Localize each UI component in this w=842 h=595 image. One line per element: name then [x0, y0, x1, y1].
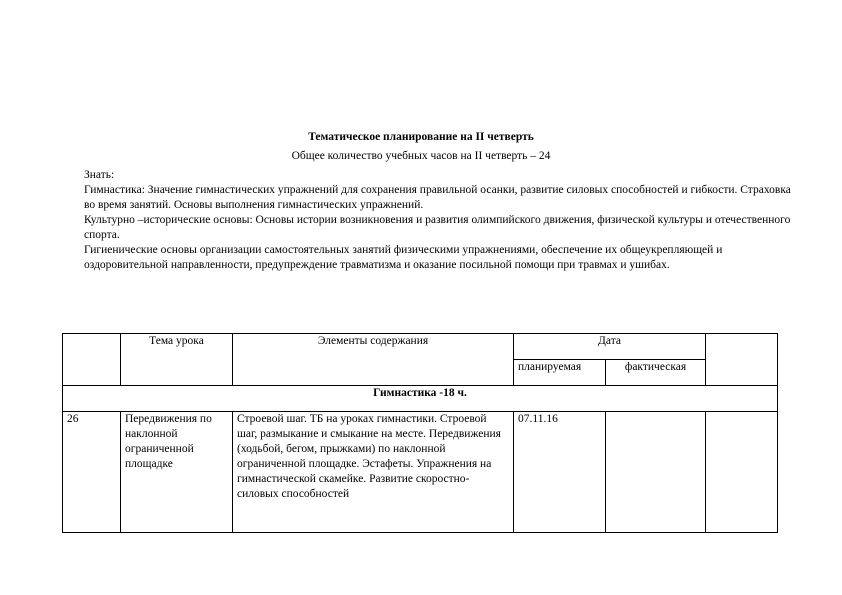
header-content: Элементы содержания	[233, 334, 514, 386]
header-extra	[706, 334, 778, 386]
intro-gymnastics: Гимнастика: Значение гимнастических упражнений для сохранения правильной осанки, развитие силовых способностей и гибкости. Страховка во время занятий. Основы выполнения гимнастических упражнений.	[84, 184, 791, 211]
table-row	[63, 412, 778, 533]
lesson-actual-date	[606, 412, 706, 533]
lesson-content: Строевой шаг. ТБ на уроках гимнастики. Строевой шаг, размыкание и смыкание на месте. Передвижения (ходьбой, бегом, прыжками) по наклонной ограниченной площадке. Эстафеты. Упражнения на гимнастической скамейке. Развитие скоростно-силовых способностей	[233, 412, 514, 533]
page-title: Тематическое планирование на II четверть	[308, 131, 534, 143]
lesson-topic: Передвижения по наклонной ограниченной площадке	[121, 412, 233, 533]
intro-label: Знать:	[84, 169, 115, 181]
section-row	[63, 386, 778, 412]
lesson-number: 26	[63, 412, 121, 533]
header-number	[63, 334, 121, 386]
header-actual: фактическая	[606, 360, 706, 386]
lesson-planned-date: 07.11.16	[514, 412, 606, 533]
page-subtitle: Общее количество учебных часов на II четверть – 24	[291, 150, 551, 162]
header-date: Дата	[514, 334, 706, 360]
planning-table	[62, 333, 778, 533]
lesson-extra	[706, 412, 778, 533]
table-header-row	[63, 334, 778, 360]
section-title: Гимнастика -18 ч.	[63, 386, 778, 412]
intro-hygiene: Гигиенические основы организации самостоятельных занятий физическими упражнениями, обеспечение их общеукрепляющей и оздоровительной направленности, предупреждение травматизма и оказание посильной помощи при травмах и ушибах.	[84, 244, 723, 271]
header-topic: Тема урока	[121, 334, 233, 386]
header-planned: планируемая	[514, 360, 606, 386]
intro-text	[84, 168, 804, 273]
intro-history: Культурно –исторические основы: Основы истории возникновения и развития олимпийского движения, физической культуры и отечественного спорта.	[84, 214, 791, 241]
